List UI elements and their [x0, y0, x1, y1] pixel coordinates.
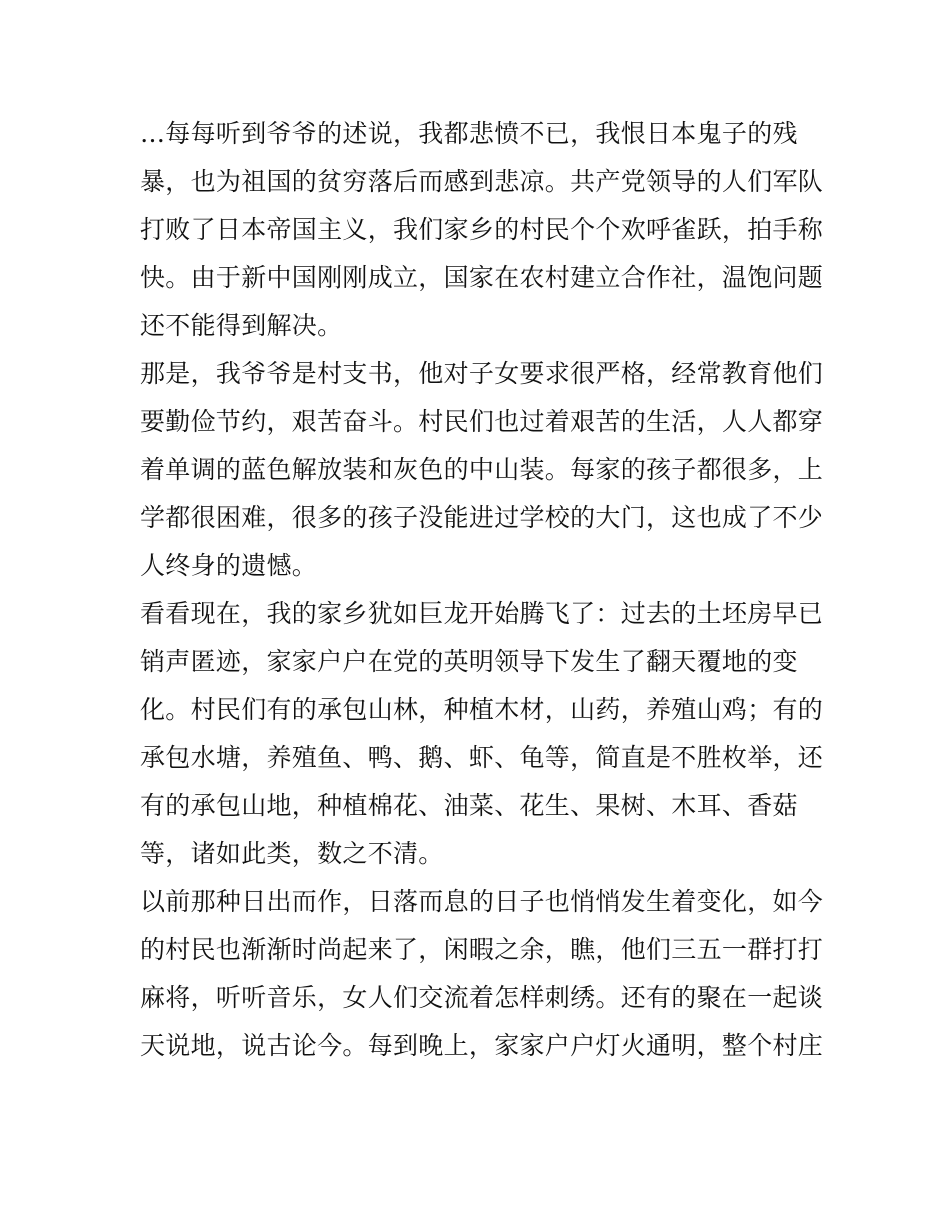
- text-line: 化。村民们有的承包山林，种植木材，山药，养殖山鸡；有的: [140, 695, 824, 724]
- text-line: 销声匿迹，家家户户在党的英明领导下发生了翻天覆地的变: [140, 647, 798, 676]
- text-line: 有的承包山地，种植棉花、油菜、花生、果树、木耳、香菇: [140, 791, 798, 820]
- text-line: 人终身的遗憾。: [140, 551, 318, 580]
- text-line: 学都很困难，很多的孩子没能进过学校的大门，这也成了不少: [140, 503, 824, 532]
- text-line: 的村民也渐渐时尚起来了，闲暇之余，瞧，他们三五一群打打: [140, 935, 824, 964]
- paragraph-2: [140, 350, 824, 590]
- text-line: 以前那种日出而作，日落而息的日子也悄悄发生着变化，如今: [140, 887, 824, 916]
- text-line: 那是，我爷爷是村支书，他对子女要求很严格，经常教育他们: [140, 359, 824, 388]
- text-line: 麻将，听听音乐，女人们交流着怎样刺绣。还有的聚在一起谈: [140, 983, 824, 1012]
- text-line: 快。由于新中国刚刚成立，国家在农村建立合作社，温饱问题: [140, 263, 824, 292]
- text-line: 着单调的蓝色解放装和灰色的中山装。每家的孩子都很多，上: [140, 455, 824, 484]
- text-line: 要勤俭节约，艰苦奋斗。村民们也过着艰苦的生活，人人都穿: [140, 407, 824, 436]
- text-line: 承包水塘，养殖鱼、鸭、鹅、虾、龟等，简直是不胜枚举，还: [140, 743, 824, 772]
- text-line: 还不能得到解决。: [140, 311, 343, 340]
- text-line: 看看现在，我的家乡犹如巨龙开始腾飞了：过去的土坯房早已: [140, 599, 824, 628]
- text-line: 天说地，说古论今。每到晚上，家家户户灯火通明，整个村庄: [140, 1031, 824, 1060]
- text-line: 暴，也为祖国的贫穷落后而感到悲凉。共产党领导的人们军队: [140, 167, 824, 196]
- text-line: 等，诸如此类，数之不清。: [140, 839, 444, 868]
- paragraph-1: [140, 110, 824, 350]
- paragraph-4: [140, 878, 824, 1070]
- paragraph-3: [140, 590, 824, 878]
- text-line: 打败了日本帝国主义，我们家乡的村民个个欢呼雀跃，拍手称: [140, 215, 824, 244]
- document-body: [140, 110, 824, 1070]
- text-line: …每每听到爷爷的述说，我都悲愤不已，我恨日本鬼子的残: [140, 119, 798, 148]
